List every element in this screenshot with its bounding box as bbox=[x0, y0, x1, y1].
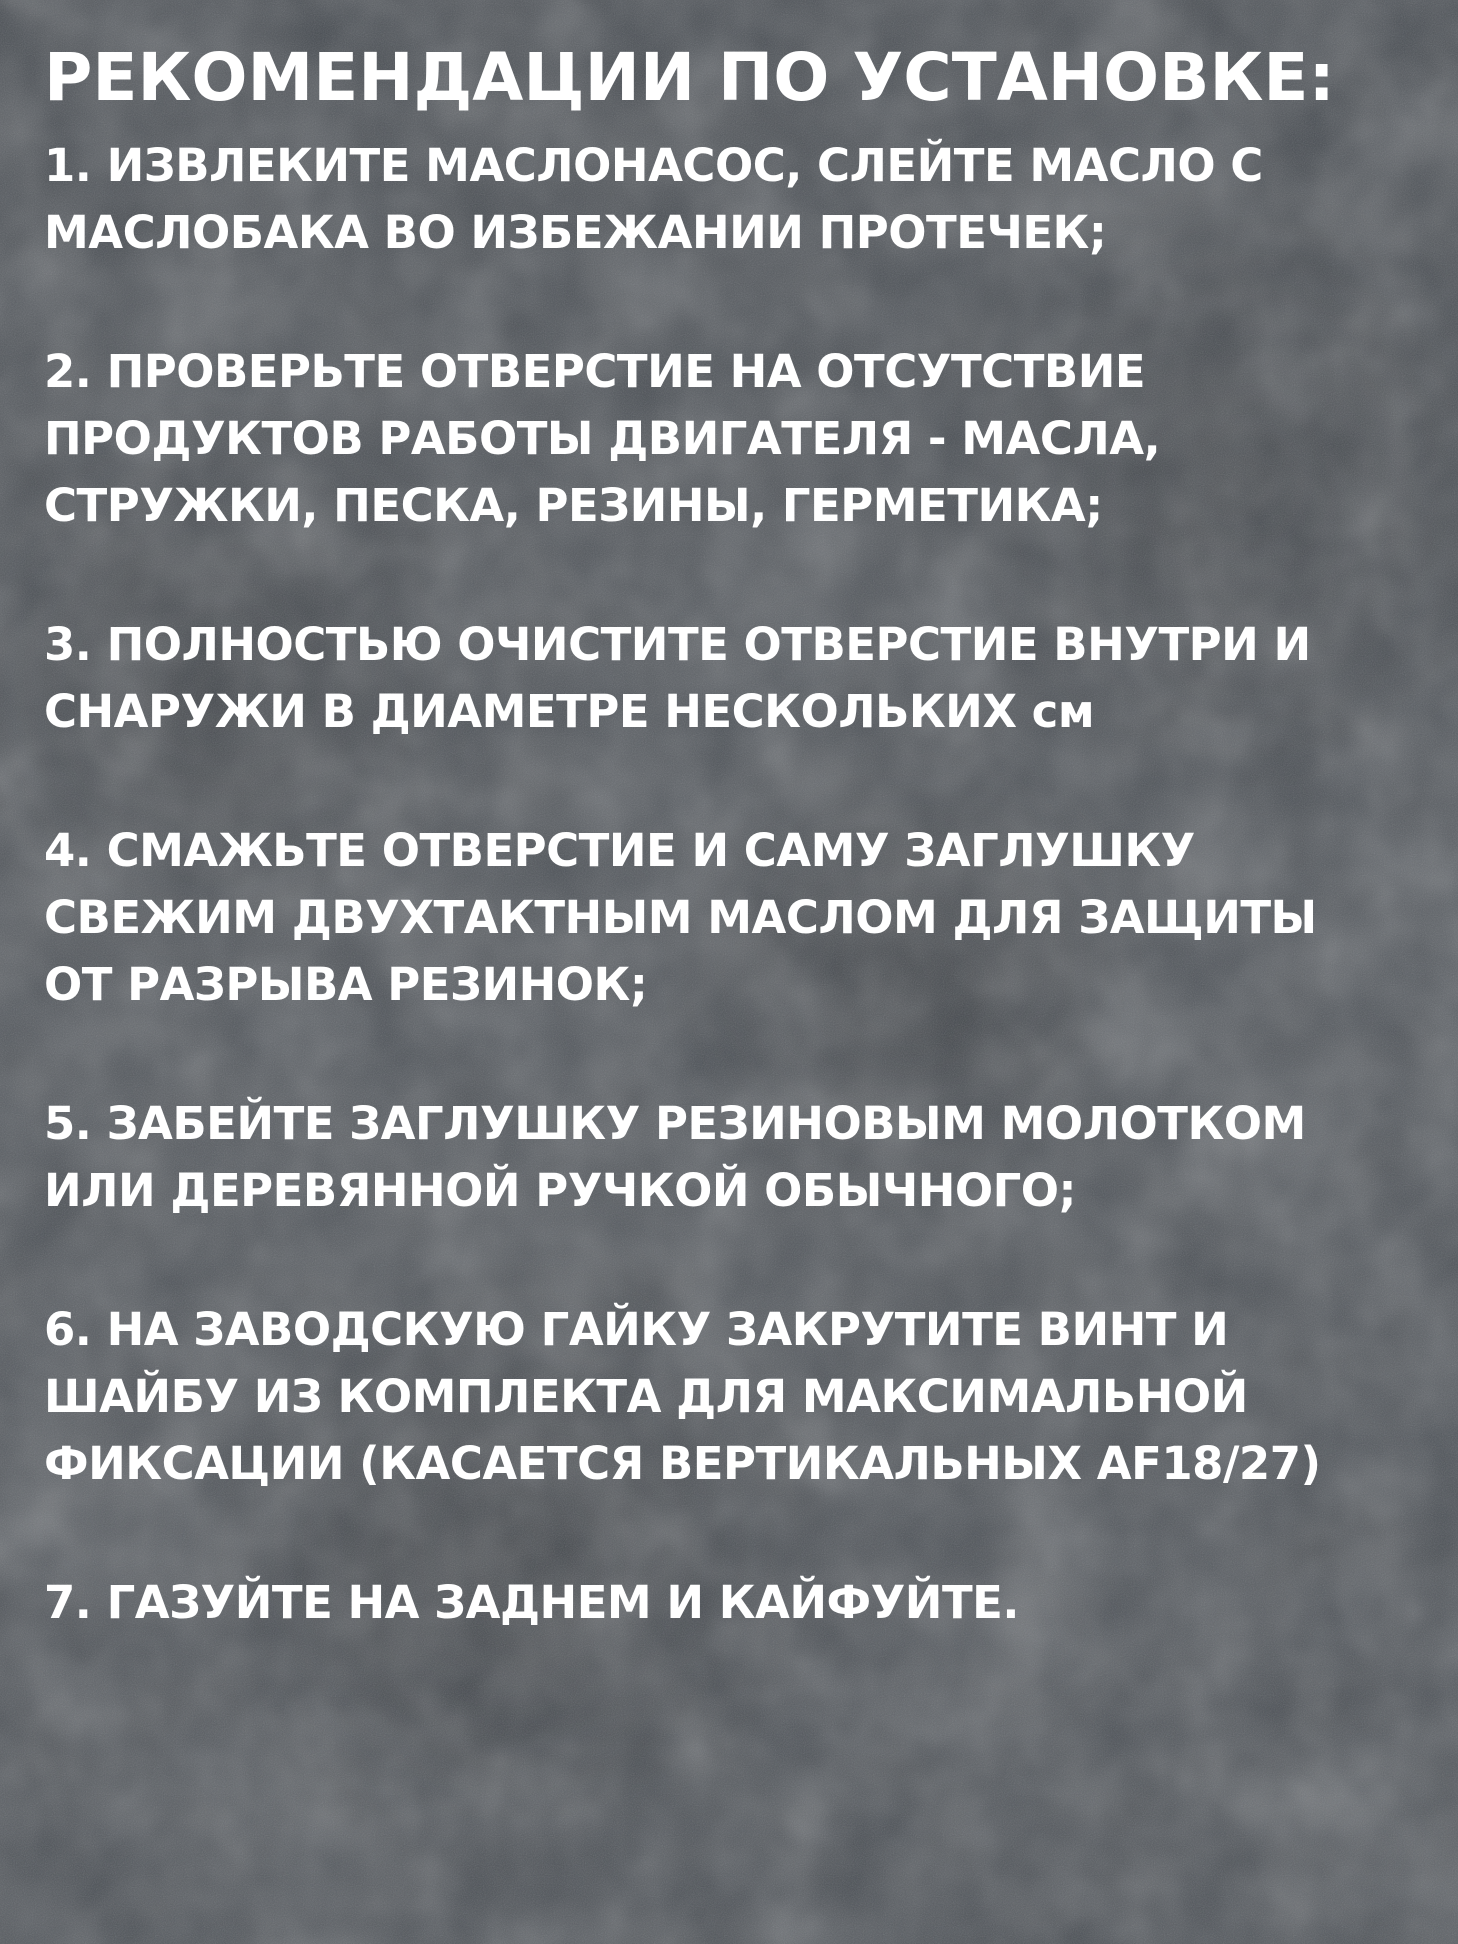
step-6: 6. НА ЗАВОДСКУЮ ГАЙКУ ЗАКРУТИТЕ ВИНТ И ШАЙБУ ИЗ КОМПЛЕКТА ДЛЯ МАКСИМАЛЬНОЙ ФИКСАЦИИ (КАСАЕТСЯ ВЕРТИКАЛЬНЫХ AF18/27) bbox=[44, 1303, 1321, 1490]
steps-list bbox=[44, 132, 1444, 1636]
step-3: 3. ПОЛНОСТЬЮ ОЧИСТИТЕ ОТВЕРСТИЕ ВНУТРИ И СНАРУЖИ В ДИАМЕТРЕ НЕСКОЛЬКИХ см bbox=[44, 618, 1311, 738]
page-title: РЕКОМЕНДАЦИИ ПО УСТАНОВКЕ: bbox=[44, 39, 1335, 116]
step-4: 4. СМАЖЬТЕ ОТВЕРСТИЕ И САМУ ЗАГЛУШКУ СВЕЖИМ ДВУХТАКТНЫМ МАСЛОМ ДЛЯ ЗАЩИТЫ ОТ РАЗРЫВА РЕЗИНОК; bbox=[44, 824, 1317, 1011]
step-7: 7. ГАЗУЙТЕ НА ЗАДНЕМ И КАЙФУЙТЕ. bbox=[44, 1576, 1019, 1629]
instructions-panel bbox=[44, 36, 1444, 1708]
step-1: 1. ИЗВЛЕКИТЕ МАСЛОНАСОС, СЛЕЙТЕ МАСЛО С МАСЛОБАКА ВО ИЗБЕЖАНИИ ПРОТЕЧЕК; bbox=[44, 139, 1263, 259]
step-5: 5. ЗАБЕЙТЕ ЗАГЛУШКУ РЕЗИНОВЫМ МОЛОТКОМ ИЛИ ДЕРЕВЯННОЙ РУЧКОЙ ОБЫЧНОГО; bbox=[44, 1097, 1306, 1217]
step-2: 2. ПРОВЕРЬТЕ ОТВЕРСТИЕ НА ОТСУТСТВИЕ ПРОДУКТОВ РАБОТЫ ДВИГАТЕЛЯ - МАСЛА, СТРУЖКИ, ПЕСКА, РЕЗИНЫ, ГЕРМЕТИКА; bbox=[44, 345, 1161, 532]
